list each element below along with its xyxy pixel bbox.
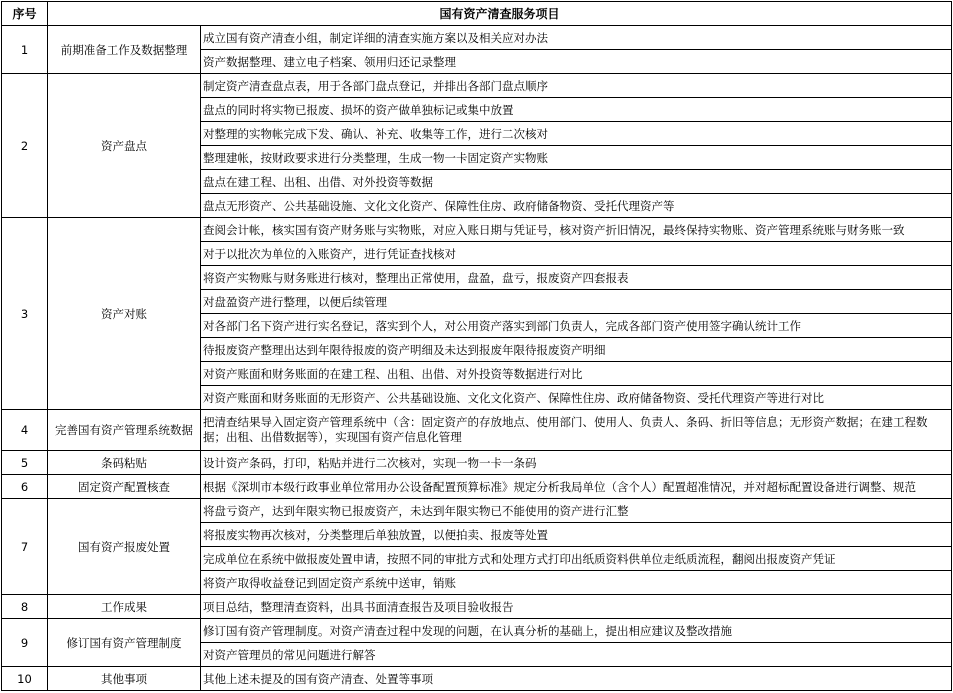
row-index: 3 <box>2 218 48 410</box>
service-item: 查阅会计帐，核实国有资产财务账与实物账，对应入账日期与凭证号，核对资产折旧情况，最终保持实物账、资产管理系统账与财务账一致 <box>201 218 952 242</box>
table-row <box>2 499 952 523</box>
row-category: 固定资产配置核查 <box>48 475 201 499</box>
service-item: 对盘盈资产进行整理，以便后续管理 <box>201 290 952 314</box>
row-index: 1 <box>2 26 48 74</box>
table-row <box>2 619 952 643</box>
table-row <box>2 667 952 691</box>
service-item: 待报废资产整理出达到年限待报废的资产明细及未达到报废年限待报废资产明细 <box>201 338 952 362</box>
service-item: 对整理的实物帐完成下发、确认、补充、收集等工作，进行二次核对 <box>201 122 952 146</box>
table-row <box>2 410 952 451</box>
service-item: 将报废实物再次核对，分类整理后单独放置，以便拍卖、报废等处置 <box>201 523 952 547</box>
row-index: 6 <box>2 475 48 499</box>
asset-audit-service-table <box>1 1 952 691</box>
service-item: 成立国有资产清查小组，制定详细的清查实施方案以及相关应对办法 <box>201 26 952 50</box>
row-index: 4 <box>2 410 48 451</box>
service-item: 完成单位在系统中做报废处置申请，按照不同的审批方式和处理方式打印出纸质资料供单位走纸质流程，翻阅出报废资产凭证 <box>201 547 952 571</box>
service-item: 将资产实物账与财务账进行核对，整理出正常使用，盘盈，盘亏，报废资产四套报表 <box>201 266 952 290</box>
service-item: 将资产取得收益登记到固定资产系统中送审，销账 <box>201 571 952 595</box>
service-item: 整理建帐，按财政要求进行分类整理，生成一物一卡固定资产实物账 <box>201 146 952 170</box>
row-index: 9 <box>2 619 48 667</box>
row-category: 工作成果 <box>48 595 201 619</box>
service-item: 制定资产清查盘点表，用于各部门盘点登记，并排出各部门盘点顺序 <box>201 74 952 98</box>
service-item: 盘点的同时将实物已报废、损坏的资产做单独标记或集中放置 <box>201 98 952 122</box>
header-index: 序号 <box>2 2 48 26</box>
service-item: 盘点在建工程、出租、出借、对外投资等数据 <box>201 170 952 194</box>
service-item: 根据《深圳市本级行政事业单位常用办公设备配置预算标准》规定分析我局单位（含个人）配置超准情况，并对超标配置设备进行调整、规范 <box>201 475 952 499</box>
service-item: 将盘亏资产，达到年限实物已报废资产，未达到年限实物已不能使用的资产进行汇整 <box>201 499 952 523</box>
row-index: 8 <box>2 595 48 619</box>
table-row <box>2 451 952 475</box>
row-category: 前期准备工作及数据整理 <box>48 26 201 74</box>
table-row <box>2 475 952 499</box>
service-item: 对各部门名下资产进行实名登记，落实到个人，对公用资产落实到部门负责人，完成各部门资产使用签字确认统计工作 <box>201 314 952 338</box>
row-index: 7 <box>2 499 48 595</box>
row-category: 修订国有资产管理制度 <box>48 619 201 667</box>
service-item: 对资产账面和财务账面的在建工程、出租、出借、对外投资等数据进行对比 <box>201 362 952 386</box>
row-category: 资产盘点 <box>48 74 201 218</box>
service-item: 资产数据整理、建立电子档案、领用归还记录整理 <box>201 50 952 74</box>
row-category: 条码粘贴 <box>48 451 201 475</box>
row-category: 其他事项 <box>48 667 201 691</box>
header-row <box>2 2 952 26</box>
table-row <box>2 595 952 619</box>
header-title: 国有资产清查服务项目 <box>48 2 952 26</box>
row-category: 国有资产报废处置 <box>48 499 201 595</box>
service-item: 对资产账面和财务账面的无形资产、公共基础设施、文化文化资产、保障性住房、政府储备物资、受托代理资产等进行对比 <box>201 386 952 410</box>
table-row <box>2 218 952 242</box>
table-row <box>2 26 952 50</box>
row-index: 10 <box>2 667 48 691</box>
service-item: 修订国有资产管理制度。对资产清查过程中发现的问题，在认真分析的基础上，提出相应建议及整改措施 <box>201 619 952 643</box>
service-item: 盘点无形资产、公共基础设施、文化文化资产、保障性住房、政府储备物资、受托代理资产等 <box>201 194 952 218</box>
row-index: 5 <box>2 451 48 475</box>
service-item: 其他上述未提及的国有资产清查、处置等事项 <box>201 667 952 691</box>
service-item: 对资产管理员的常见问题进行解答 <box>201 643 952 667</box>
service-item: 设计资产条码，打印，粘贴并进行二次核对，实现一物一卡一条码 <box>201 451 952 475</box>
table-row <box>2 74 952 98</box>
service-item: 项目总结，整理清查资料，出具书面清查报告及项目验收报告 <box>201 595 952 619</box>
service-item: 对于以批次为单位的入账资产，进行凭证查找核对 <box>201 242 952 266</box>
row-index: 2 <box>2 74 48 218</box>
row-category: 资产对账 <box>48 218 201 410</box>
service-item: 把清查结果导入固定资产管理系统中（含：固定资产的存放地点、使用部门、使用人、负责人、条码、折旧等信息；无形资产数据；在建工程数据；出租、出借数据等），实现国有资产信息化管理 <box>201 410 952 451</box>
row-category: 完善国有资产管理系统数据 <box>48 410 201 451</box>
